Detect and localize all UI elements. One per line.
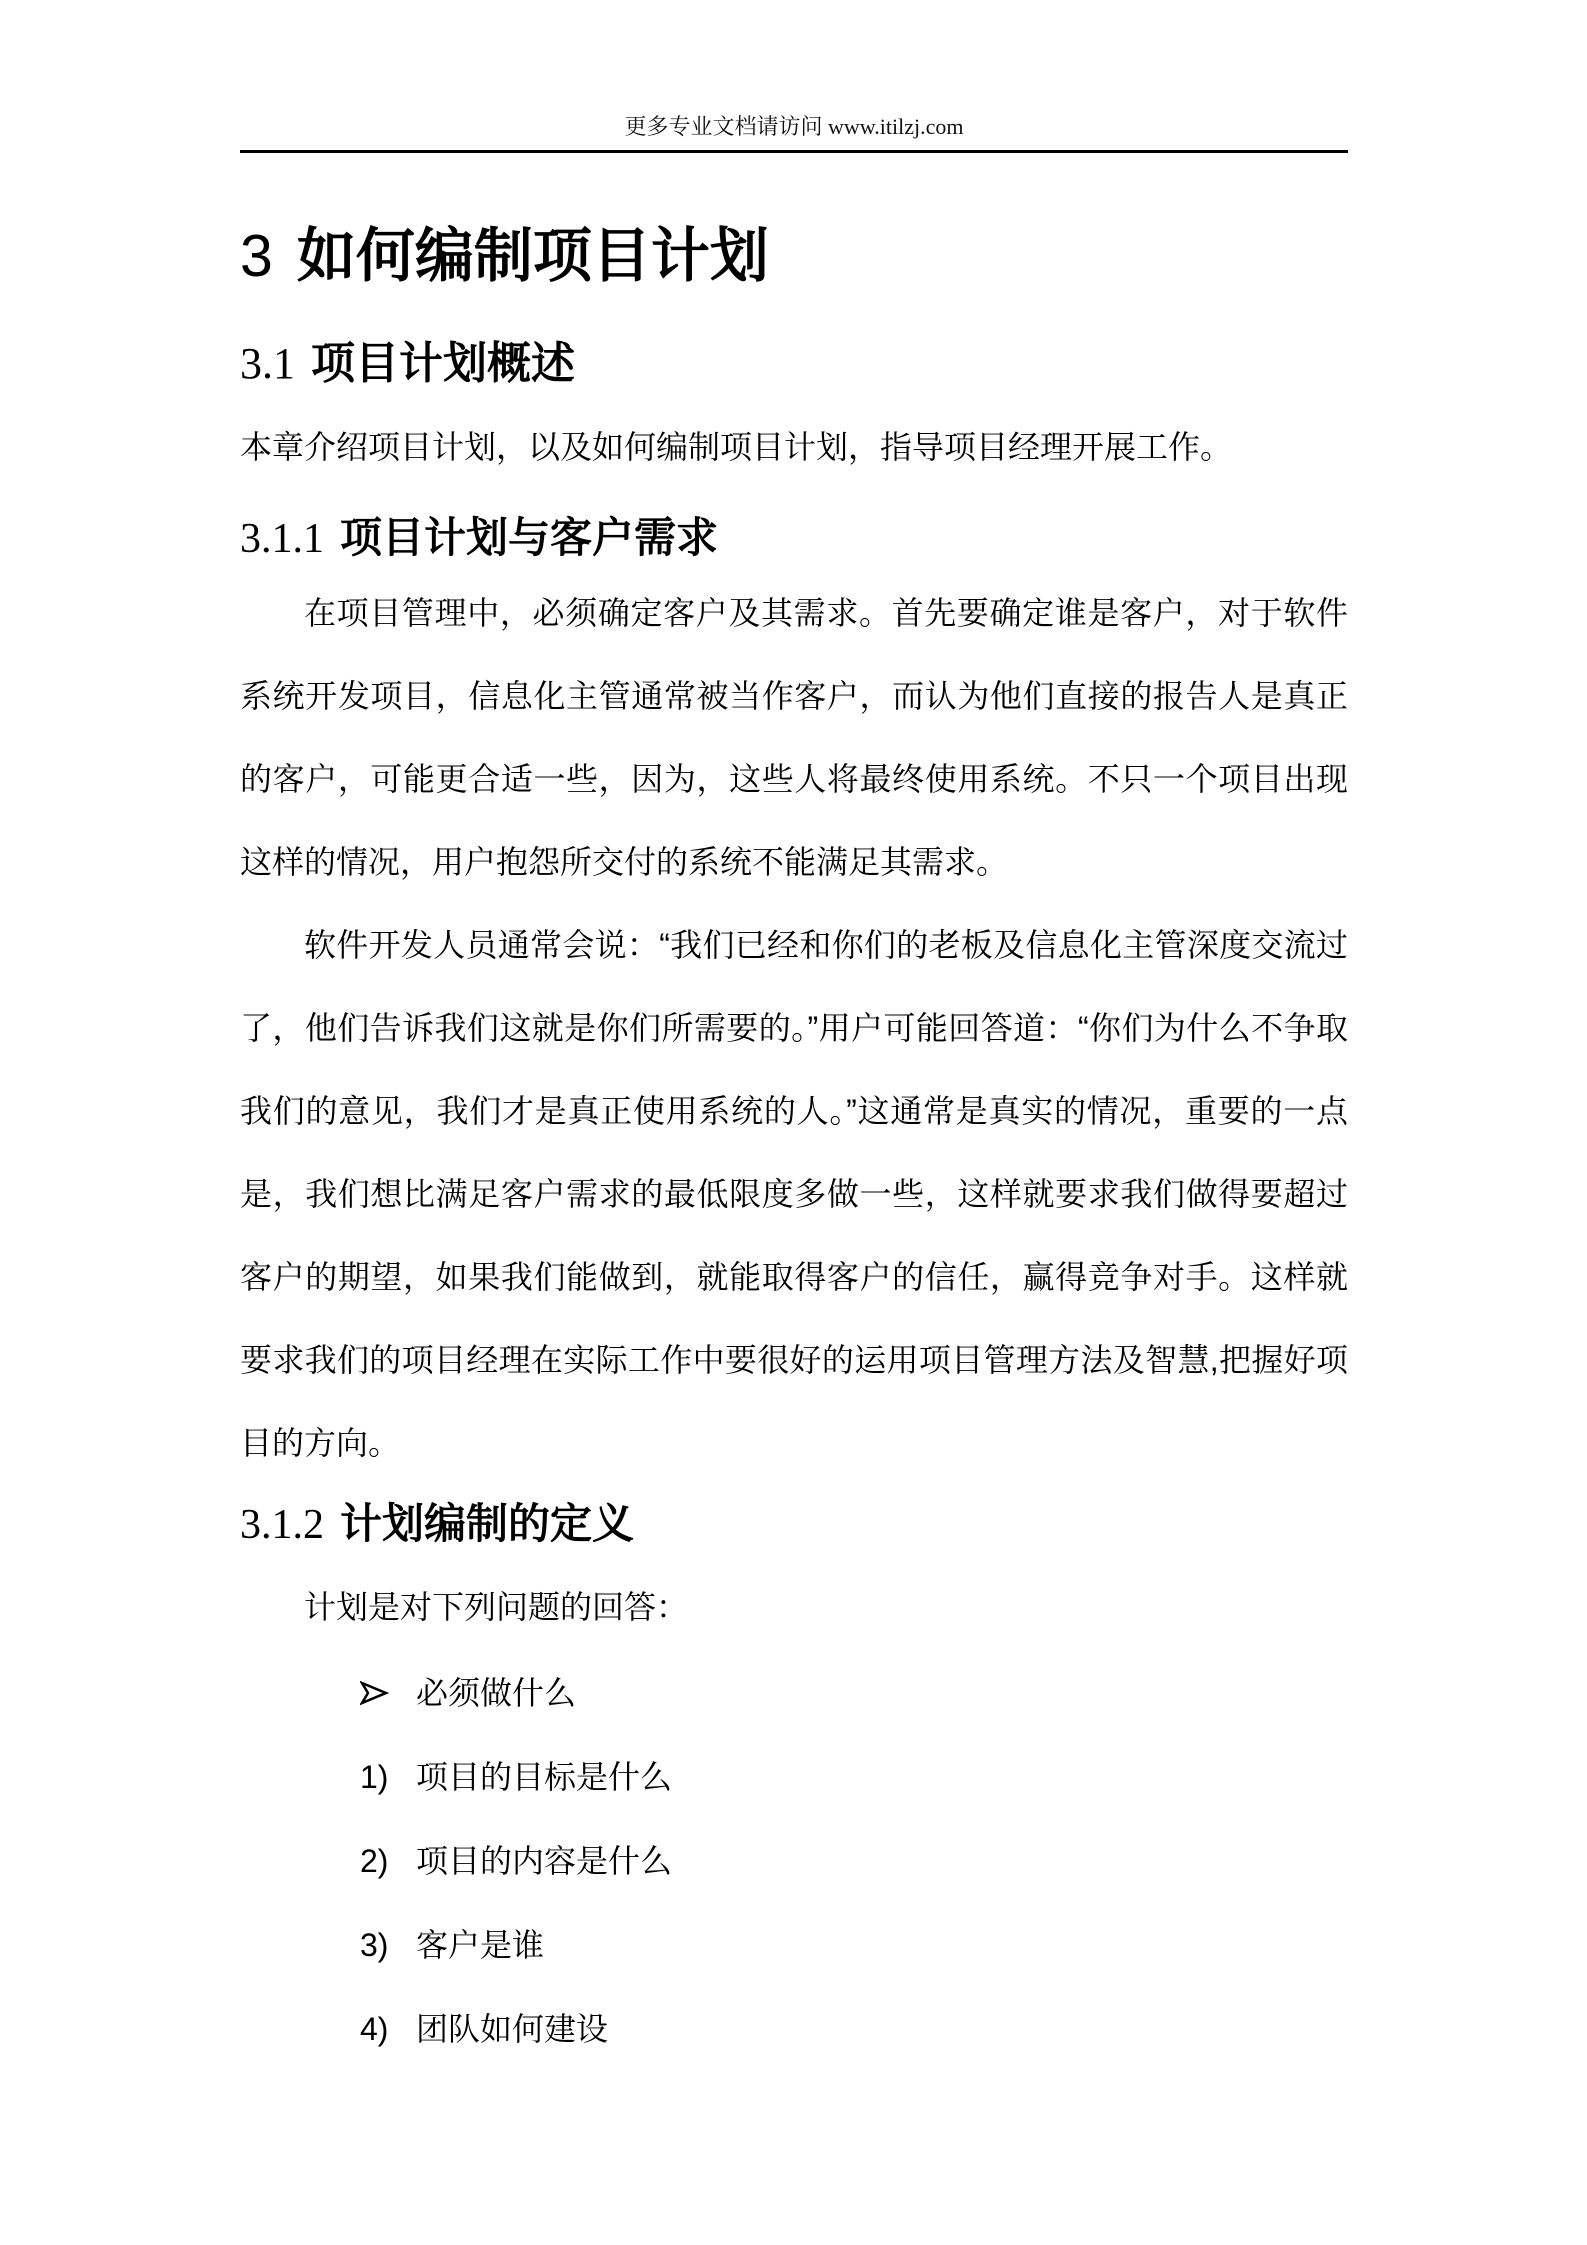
list-item <box>360 1987 672 2071</box>
section-heading-3-1 <box>240 339 575 388</box>
section-heading-3-1-1 <box>240 514 718 563</box>
list-item <box>360 1903 672 1987</box>
section-number: 3.1.2 <box>240 1502 324 1548</box>
list-intro-paragraph: 计划是对下列问题的回答： <box>304 1589 689 1625</box>
list-item-label: 客户是谁 <box>416 1927 545 1963</box>
chapter-heading <box>240 224 769 289</box>
chapter-title: 如何编制项目计划 <box>296 223 769 289</box>
list-item-marker: 3) <box>360 1927 389 1963</box>
section-title: 项目计划概述 <box>311 339 575 388</box>
body-paragraph: 软件开发人员通常会说：“我们已经和你们的老板及信息化主管深度交流过了，他们告诉我们这就是你们所需要的。”用户可能回答道：“你们为什么不争取我们的意见，我们才是真正使用系统的人。”这通常是真实的情况，重要的一点是，我们想比满足客户需求的最低限度多做一些，这样就要求我们做得要超过客户的期望，如果我们能做到，就能取得客户的信任，赢得竞争对手。这样就要求我们的项目经理在实际工作中要很好的运用项目管理方法及智慧,把握好项目的方向。 <box>240 927 1348 1461</box>
section-number: 3.1.1 <box>240 516 324 562</box>
question-list <box>360 1651 672 2071</box>
section-heading-3-1-2 <box>240 1500 634 1549</box>
intro-paragraph: 本章介绍项目计划，以及如何编制项目计划，指导项目经理开展工作。 <box>240 429 1233 465</box>
list-item-label: 团队如何建设 <box>416 2011 609 2047</box>
list-item-label: 项目的目标是什么 <box>416 1759 673 1795</box>
list-item-marker: 2) <box>360 1843 389 1879</box>
list-item <box>360 1819 672 1903</box>
list-item-marker: 4) <box>360 2011 389 2047</box>
list-item <box>360 1735 672 1819</box>
section-title: 计划编制的定义 <box>340 1500 635 1547</box>
bullet-item-label: 必须做什么 <box>416 1675 577 1711</box>
section-title: 项目计划与客户需求 <box>340 514 719 561</box>
list-item-label: 项目的内容是什么 <box>416 1843 673 1879</box>
list-item-marker: 1) <box>360 1759 389 1795</box>
section-number: 3.1 <box>240 339 295 388</box>
page-header-text: 更多专业文档请访问 www.itilzj.com <box>624 114 964 139</box>
body-paragraph: 在项目管理中，必须确定客户及其需求。首先要确定谁是客户，对于软件系统开发项目，信息化主管通常被当作客户，而认为他们直接的报告人是真正的客户，可能更合适一些，因为，这些人将最终使用系统。不只一个项目出现这样的情况，用户抱怨所交付的系统不能满足其需求。 <box>240 595 1348 880</box>
chapter-number: 3 <box>240 223 273 289</box>
body-text-block <box>240 572 1348 1485</box>
arrow-bullet-icon <box>360 1679 416 1707</box>
bullet-item <box>360 1651 672 1735</box>
header-divider <box>240 150 1348 153</box>
